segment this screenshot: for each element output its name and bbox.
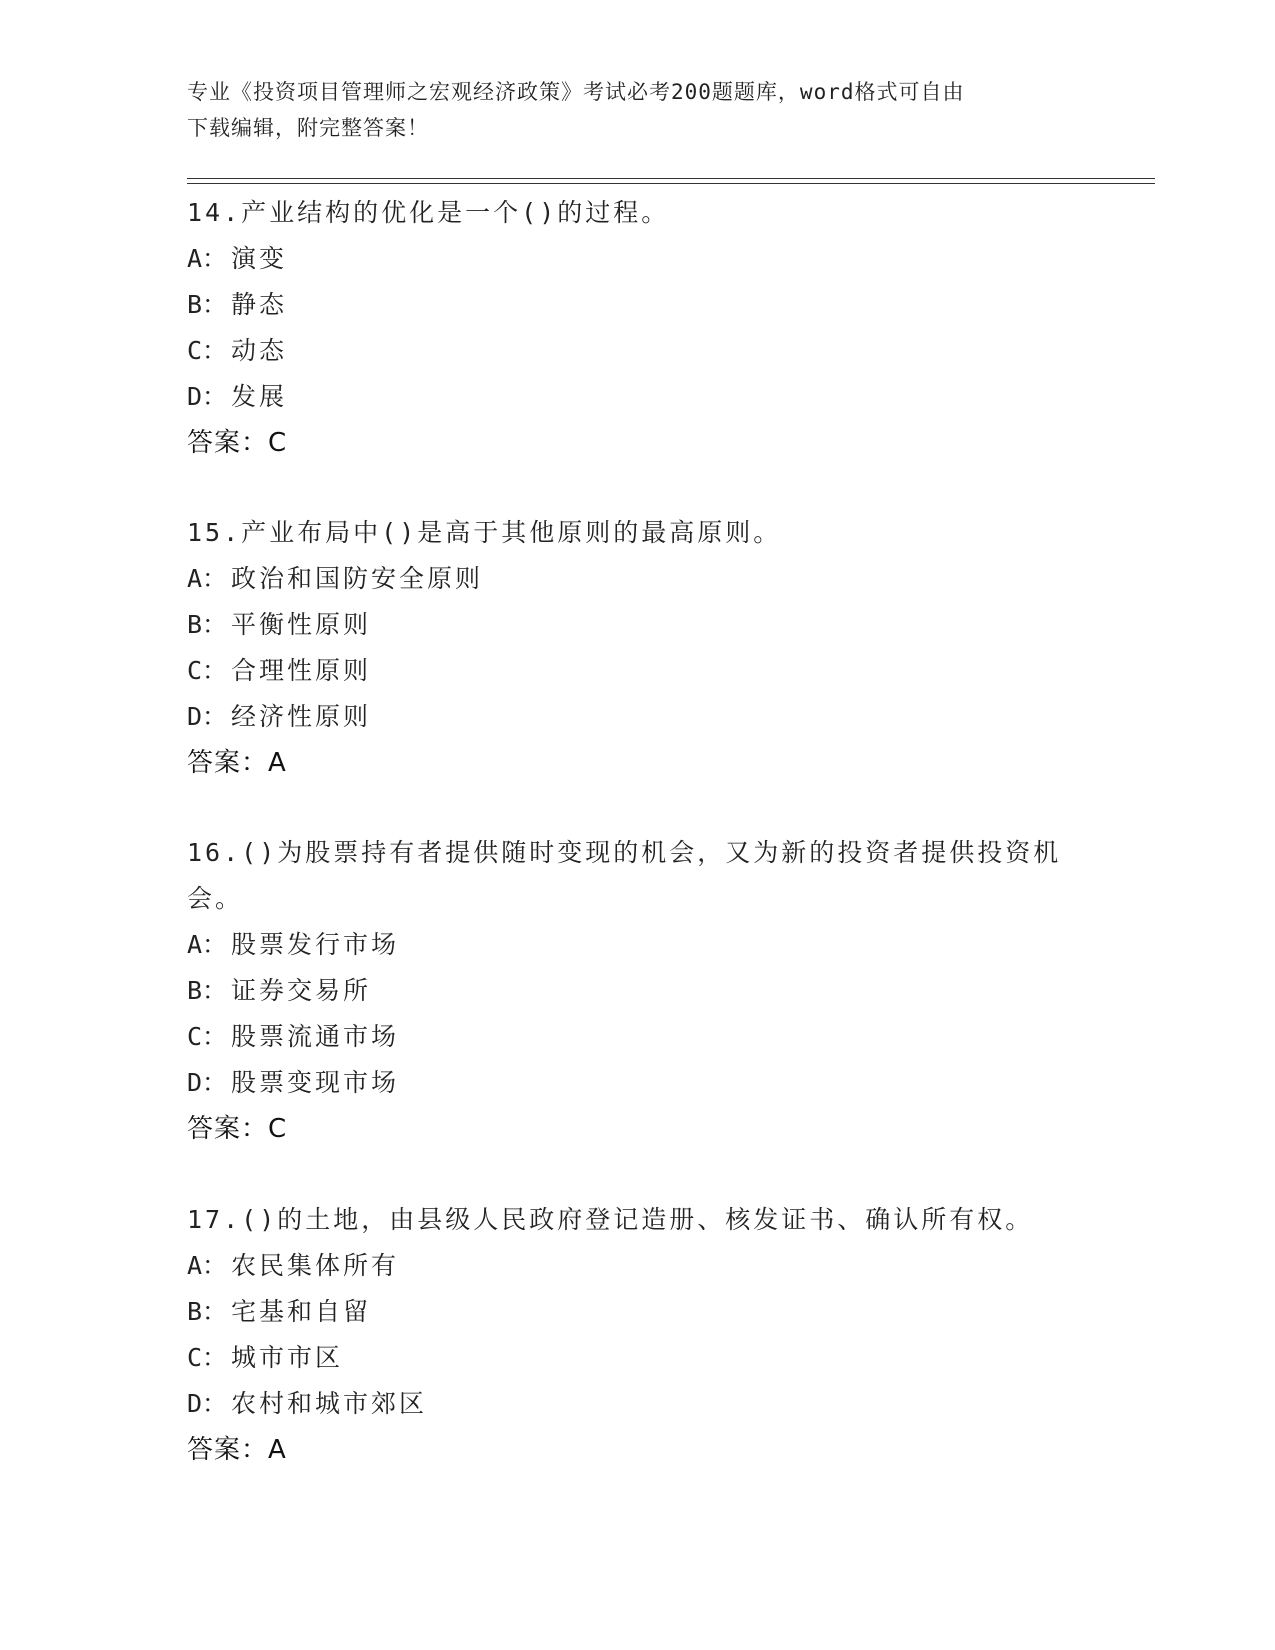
question-stem: 17.()的土地，由县级人民政府登记造册、核发证书、确认所有权。	[187, 1205, 1034, 1234]
option-text: 政治和国防安全原则	[231, 564, 484, 593]
option-a	[187, 556, 1087, 602]
option-b	[187, 968, 1087, 1014]
header-line-1: 专业《投资项目管理师之宏观经济政策》考试必考200题题库，word格式可自由	[187, 80, 965, 104]
option-text: 演变	[231, 244, 288, 273]
option-text: 股票流通市场	[231, 1022, 400, 1051]
option-text: 合理性原则	[231, 656, 372, 685]
option-b	[187, 282, 1087, 328]
option-letter: D：	[187, 1389, 228, 1418]
option-letter: A：	[187, 564, 228, 593]
answer-line: 答案：A	[187, 748, 287, 778]
option-letter: C：	[187, 336, 228, 365]
option-letter: D：	[187, 1068, 228, 1097]
answer-line: 答案：C	[187, 428, 288, 458]
option-letter: C：	[187, 1022, 228, 1051]
option-text: 发展	[231, 382, 288, 411]
option-letter: D：	[187, 702, 228, 731]
option-letter: B：	[187, 976, 228, 1005]
option-text: 静态	[231, 290, 288, 319]
option-b	[187, 602, 1087, 648]
option-d	[187, 1381, 1087, 1427]
option-text: 股票变现市场	[231, 1068, 400, 1097]
option-d	[187, 374, 1087, 420]
option-c	[187, 648, 1087, 694]
option-d	[187, 1060, 1087, 1106]
question-stem: 16.()为股票持有者提供随时变现的机会，又为新的投资者提供投资机会。	[187, 838, 1062, 913]
header-divider-top	[187, 178, 1155, 179]
option-c	[187, 1335, 1087, 1381]
header-divider-bottom	[187, 183, 1155, 184]
option-letter: C：	[187, 1343, 228, 1372]
question-block	[187, 830, 1087, 1152]
option-b	[187, 1289, 1087, 1335]
option-a	[187, 236, 1087, 282]
option-letter: B：	[187, 610, 228, 639]
option-text: 经济性原则	[231, 702, 372, 731]
option-letter: A：	[187, 930, 228, 959]
option-text: 股票发行市场	[231, 930, 400, 959]
option-text: 宅基和自留	[231, 1297, 372, 1326]
option-text: 动态	[231, 336, 288, 365]
option-letter: A：	[187, 244, 228, 273]
option-a	[187, 1243, 1087, 1289]
option-letter: B：	[187, 290, 228, 319]
answer-line: 答案：C	[187, 1114, 288, 1144]
option-letter: D：	[187, 382, 228, 411]
option-text: 证券交易所	[231, 976, 372, 1005]
option-text: 平衡性原则	[231, 610, 372, 639]
question-block	[187, 190, 1087, 466]
option-d	[187, 694, 1087, 740]
option-c	[187, 1014, 1087, 1060]
answer-line: 答案：A	[187, 1435, 287, 1465]
option-text: 城市市区	[231, 1343, 344, 1372]
question-block	[187, 1197, 1087, 1473]
option-text: 农民集体所有	[231, 1251, 400, 1280]
document-header	[187, 74, 1077, 146]
header-line-2: 下载编辑，附完整答案！	[187, 116, 429, 140]
option-letter: C：	[187, 656, 228, 685]
option-letter: B：	[187, 1297, 228, 1326]
option-letter: A：	[187, 1251, 228, 1280]
option-a	[187, 922, 1087, 968]
option-text: 农村和城市郊区	[231, 1389, 428, 1418]
question-stem: 15.产业布局中()是高于其他原则的最高原则。	[187, 518, 782, 547]
question-stem: 14.产业结构的优化是一个()的过程。	[187, 198, 670, 227]
question-block	[187, 510, 1087, 786]
option-c	[187, 328, 1087, 374]
